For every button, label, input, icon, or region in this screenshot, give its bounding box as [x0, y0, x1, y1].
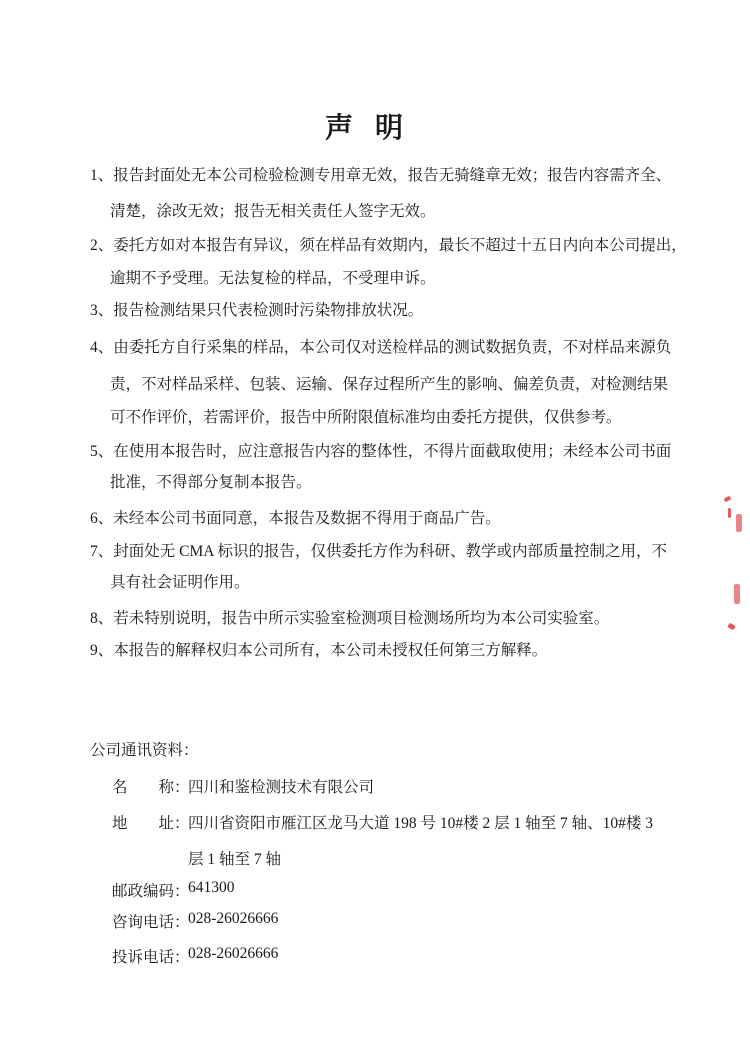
item-1-line-2: 清楚，涂改无效；报告无相关责任人签字无效。	[110, 203, 436, 220]
address-line-2: 层 1 轴至 7 轴	[188, 851, 282, 868]
item-5-line-1: 5、在使用本报告时，应注意报告内容的整体性，不得片面截取使用；未经本公司书面	[90, 443, 672, 460]
item-2-line-2: 逾期不予受理。无法复检的样品，不受理申诉。	[110, 270, 436, 287]
address-label: 地 址：	[112, 815, 190, 832]
page-title: 声明	[324, 113, 425, 144]
item-4-line-1: 4、由委托方自行采集的样品，本公司仅对送检样品的测试数据负责，不对样品来源负	[90, 339, 672, 356]
item-2-line-1: 2、委托方如对本报告有异议，须在样品有效期内，最长不超过十五日内向本公司提出，	[90, 237, 687, 254]
complaint-phone-value: 028-26026666	[188, 945, 279, 962]
postcode-value: 641300	[188, 879, 235, 896]
name-value: 四川和鉴检测技术有限公司	[188, 779, 375, 796]
item-1-line-1: 1、报告封面处无本公司检验检测专用章无效，报告无骑缝章无效；报告内容需齐全、	[90, 167, 672, 184]
name-label: 名 称：	[112, 779, 190, 796]
item-7-line-2: 具有社会证明作用。	[110, 574, 250, 591]
item-7-line-1: 7、封面处无 CMA 标识的报告，仅供委托方作为科研、教学或内部质量控制之用，不	[90, 543, 667, 560]
postcode-label: 邮政编码：	[112, 883, 190, 900]
item-8-line-1: 8、若未特别说明，报告中所示实验室检测项目检测场所均为本公司实验室。	[90, 610, 610, 627]
item-4-line-3: 可不作评价，若需评价，报告中所附限值标准均由委托方提供，仅供参考。	[110, 409, 622, 426]
contact-heading: 公司通讯资料：	[90, 742, 199, 759]
consult-phone-label: 咨询电话：	[112, 914, 190, 931]
item-4-line-2: 责，不对样品采样、包装、运输、保存过程所产生的影响、偏差负责，对检测结果	[110, 376, 669, 393]
item-6-line-1: 6、未经本公司书面同意，本报告及数据不得用于商品广告。	[90, 510, 501, 527]
address-line-1: 四川省资阳市雁江区龙马大道 198 号 10#楼 2 层 1 轴至 7 轴、10#楼 3	[188, 815, 654, 832]
complaint-phone-label: 投诉电话：	[112, 949, 190, 966]
item-3-line-1: 3、报告检测结果只代表检测时污染物排放状况。	[90, 302, 424, 319]
item-9-line-1: 9、本报告的解释权归本公司所有，本公司未授权任何第三方解释。	[90, 642, 548, 659]
item-5-line-2: 批准，不得部分复制本报告。	[110, 474, 312, 491]
consult-phone-value: 028-26026666	[188, 910, 279, 927]
